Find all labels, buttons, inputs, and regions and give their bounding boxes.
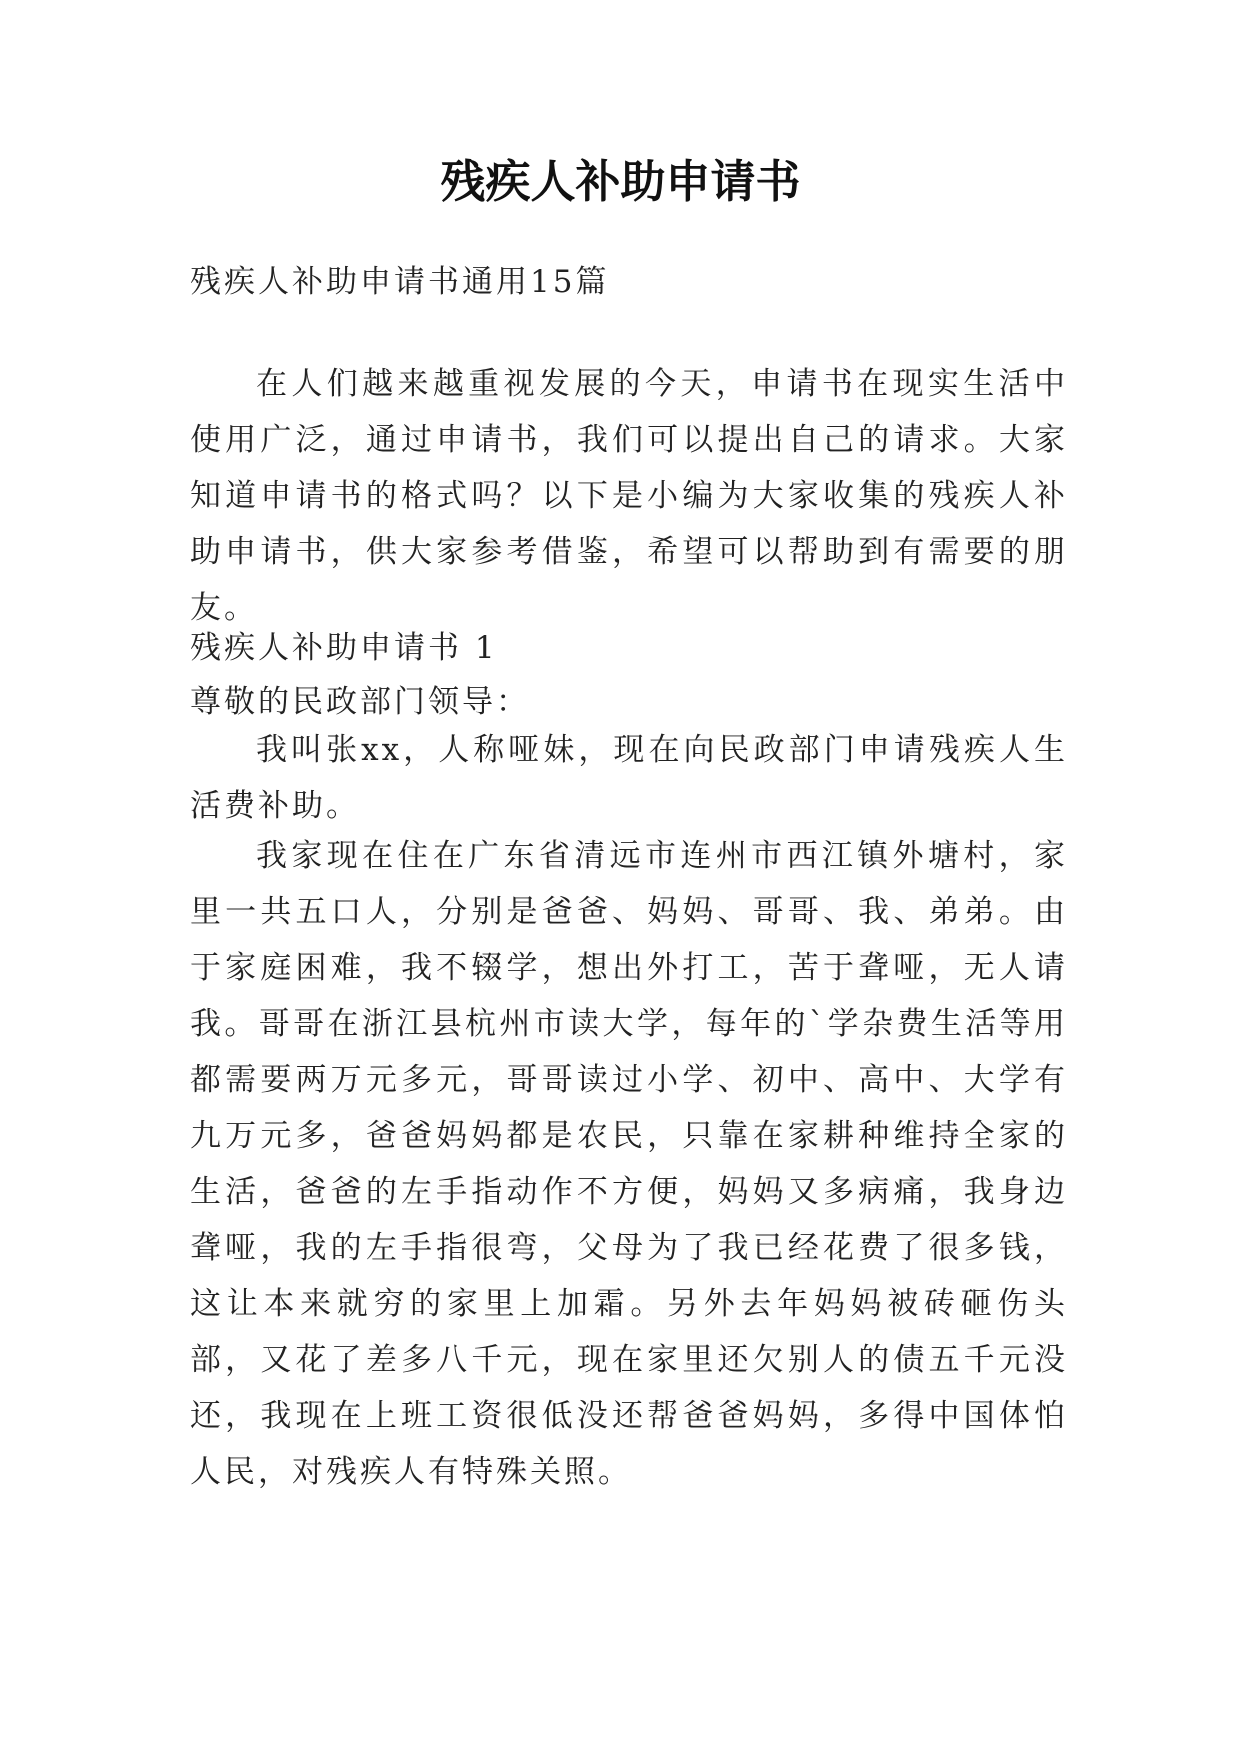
body-paragraph: 我叫张xx，人称哑妹，现在向民政部门申请残疾人生活费补助。 [190,732,1068,824]
body-paragraph: 我家现在住在广东省清远市连州市西江镇外塘村，家里一共五口人，分别是爸爸、妈妈、哥哥、我、弟弟。由于家庭困难，我不辍学，想出外打工，苦于聋哑，无人请我。哥哥在浙江县杭州市读大学，每年的`学杂费生活等用都需要两万元多元，哥哥读过小学、初中、高中、大学有九万元多，爸爸妈妈都是农民，只靠在家耕种维持全家的生活，爸爸的左手指动作不方便，妈妈又多病痛，我身边聋哑，我的左手指很弯，父母为了我已经花费了很多钱，这让本来就穷的家里上加霜。另外去年妈妈被砖砸伤头部，又花了差多八千元，现在家里还欠别人的债五千元没还，我现在上班工资很低没还帮爸爸妈妈，多得中国体怕人民，对残疾人有特殊关照。 [190,838,1068,1490]
salutation: 尊敬的民政部门领导： [190,684,530,720]
section-heading: 残疾人补助申请书 1 [190,630,498,666]
document-subtitle: 残疾人补助申请书通用15篇 [190,264,610,300]
intro-paragraph: 在人们越来越重视发展的今天，申请书在现实生活中使用广泛，通过申请书，我们可以提出自己的请求。大家知道申请书的格式吗？以下是小编为大家收集的残疾人补助申请书，供大家参考借鉴，希望可以帮助到有需要的朋友。 [190,366,1068,626]
document-title: 残疾人补助申请书 [440,155,801,208]
